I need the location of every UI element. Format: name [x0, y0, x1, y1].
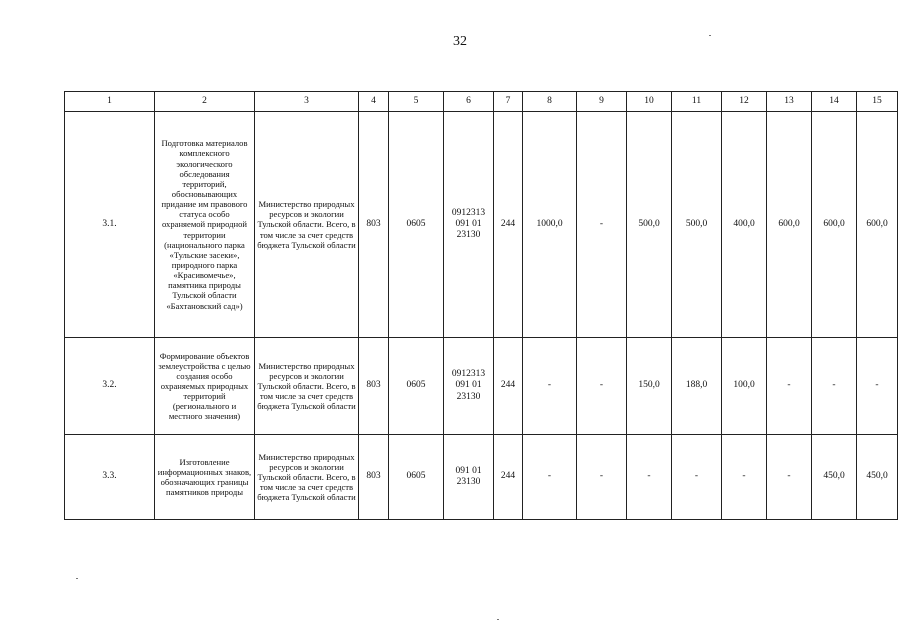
cell-col13: 600,0 [767, 112, 812, 338]
cell-col14: 450,0 [812, 435, 857, 520]
header-cell: 12 [722, 92, 767, 112]
executor: Министерство природных ресурсов и экологии Тульской области. Всего, в том числе за счет средств бюджета Тульской области [255, 338, 359, 435]
header-cell: 13 [767, 92, 812, 112]
cell-col9: - [577, 435, 627, 520]
cell-col15: 450,0 [857, 435, 898, 520]
cell-col8: - [523, 338, 577, 435]
header-cell: 15 [857, 92, 898, 112]
cell-col7: 244 [494, 338, 523, 435]
cell-col11: 500,0 [672, 112, 722, 338]
cell-col7: 244 [494, 435, 523, 520]
activity-name: Формирование объектов землеустройства с целью создания особо охраняемых природных территорий (регионального и местного значения) [155, 338, 255, 435]
cell-col5: 0605 [389, 435, 444, 520]
header-cell: 2 [155, 92, 255, 112]
cell-col11: 188,0 [672, 338, 722, 435]
row-number: 3.3. [65, 435, 155, 520]
cell-col5: 0605 [389, 338, 444, 435]
cell-col13: - [767, 338, 812, 435]
header-cell: 14 [812, 92, 857, 112]
cell-col4: 803 [359, 338, 389, 435]
cell-col7: 244 [494, 112, 523, 338]
scan-speck [76, 578, 78, 579]
header-cell: 1 [65, 92, 155, 112]
cell-col15: 600,0 [857, 112, 898, 338]
executor: Министерство природных ресурсов и экологии Тульской области. Всего, в том числе за счет средств бюджета Тульской области [255, 435, 359, 520]
cell-col14: 600,0 [812, 112, 857, 338]
header-cell: 9 [577, 92, 627, 112]
row-number: 3.2. [65, 338, 155, 435]
header-cell: 3 [255, 92, 359, 112]
activity-name: Подготовка материалов комплексного экологического обследования территорий, обосновывающих придание им правового статуса особо охраняемой природной территории (национального парка «Тульские засеки», природного парка «Красивомечье», памятника природы Тульской области «Бахтановский сад») [155, 112, 255, 338]
cell-col9: - [577, 112, 627, 338]
cell-col8: - [523, 435, 577, 520]
cell-col6: 091 01 23130 [444, 435, 494, 520]
scan-speck [709, 35, 711, 36]
page-number: 32 [453, 34, 467, 49]
header-row [65, 92, 898, 112]
cell-col10: - [627, 435, 672, 520]
header-cell: 8 [523, 92, 577, 112]
program-table [64, 91, 898, 520]
cell-col12: 100,0 [722, 338, 767, 435]
cell-col5: 0605 [389, 112, 444, 338]
cell-col4: 803 [359, 435, 389, 520]
row-number: 3.1. [65, 112, 155, 338]
cell-col10: 150,0 [627, 338, 672, 435]
header-cell: 11 [672, 92, 722, 112]
cell-col9: - [577, 338, 627, 435]
header-cell: 10 [627, 92, 672, 112]
header-cell: 4 [359, 92, 389, 112]
cell-col12: 400,0 [722, 112, 767, 338]
cell-col11: - [672, 435, 722, 520]
cell-col6: 0912313 091 01 23130 [444, 112, 494, 338]
cell-col15: - [857, 338, 898, 435]
cell-col6: 0912313 091 01 23130 [444, 338, 494, 435]
cell-col12: - [722, 435, 767, 520]
cell-col8: 1000,0 [523, 112, 577, 338]
cell-col14: - [812, 338, 857, 435]
header-cell: 7 [494, 92, 523, 112]
cell-col4: 803 [359, 112, 389, 338]
table-row [65, 435, 898, 520]
scan-speck [497, 619, 499, 620]
cell-col10: 500,0 [627, 112, 672, 338]
header-cell: 6 [444, 92, 494, 112]
table-row [65, 112, 898, 338]
executor: Министерство природных ресурсов и экологии Тульской области. Всего, в том числе за счет средств бюджета Тульской области [255, 112, 359, 338]
activity-name: Изготовление информационных знаков, обозначающих границы памятников природы [155, 435, 255, 520]
table-row [65, 338, 898, 435]
cell-col13: - [767, 435, 812, 520]
header-cell: 5 [389, 92, 444, 112]
